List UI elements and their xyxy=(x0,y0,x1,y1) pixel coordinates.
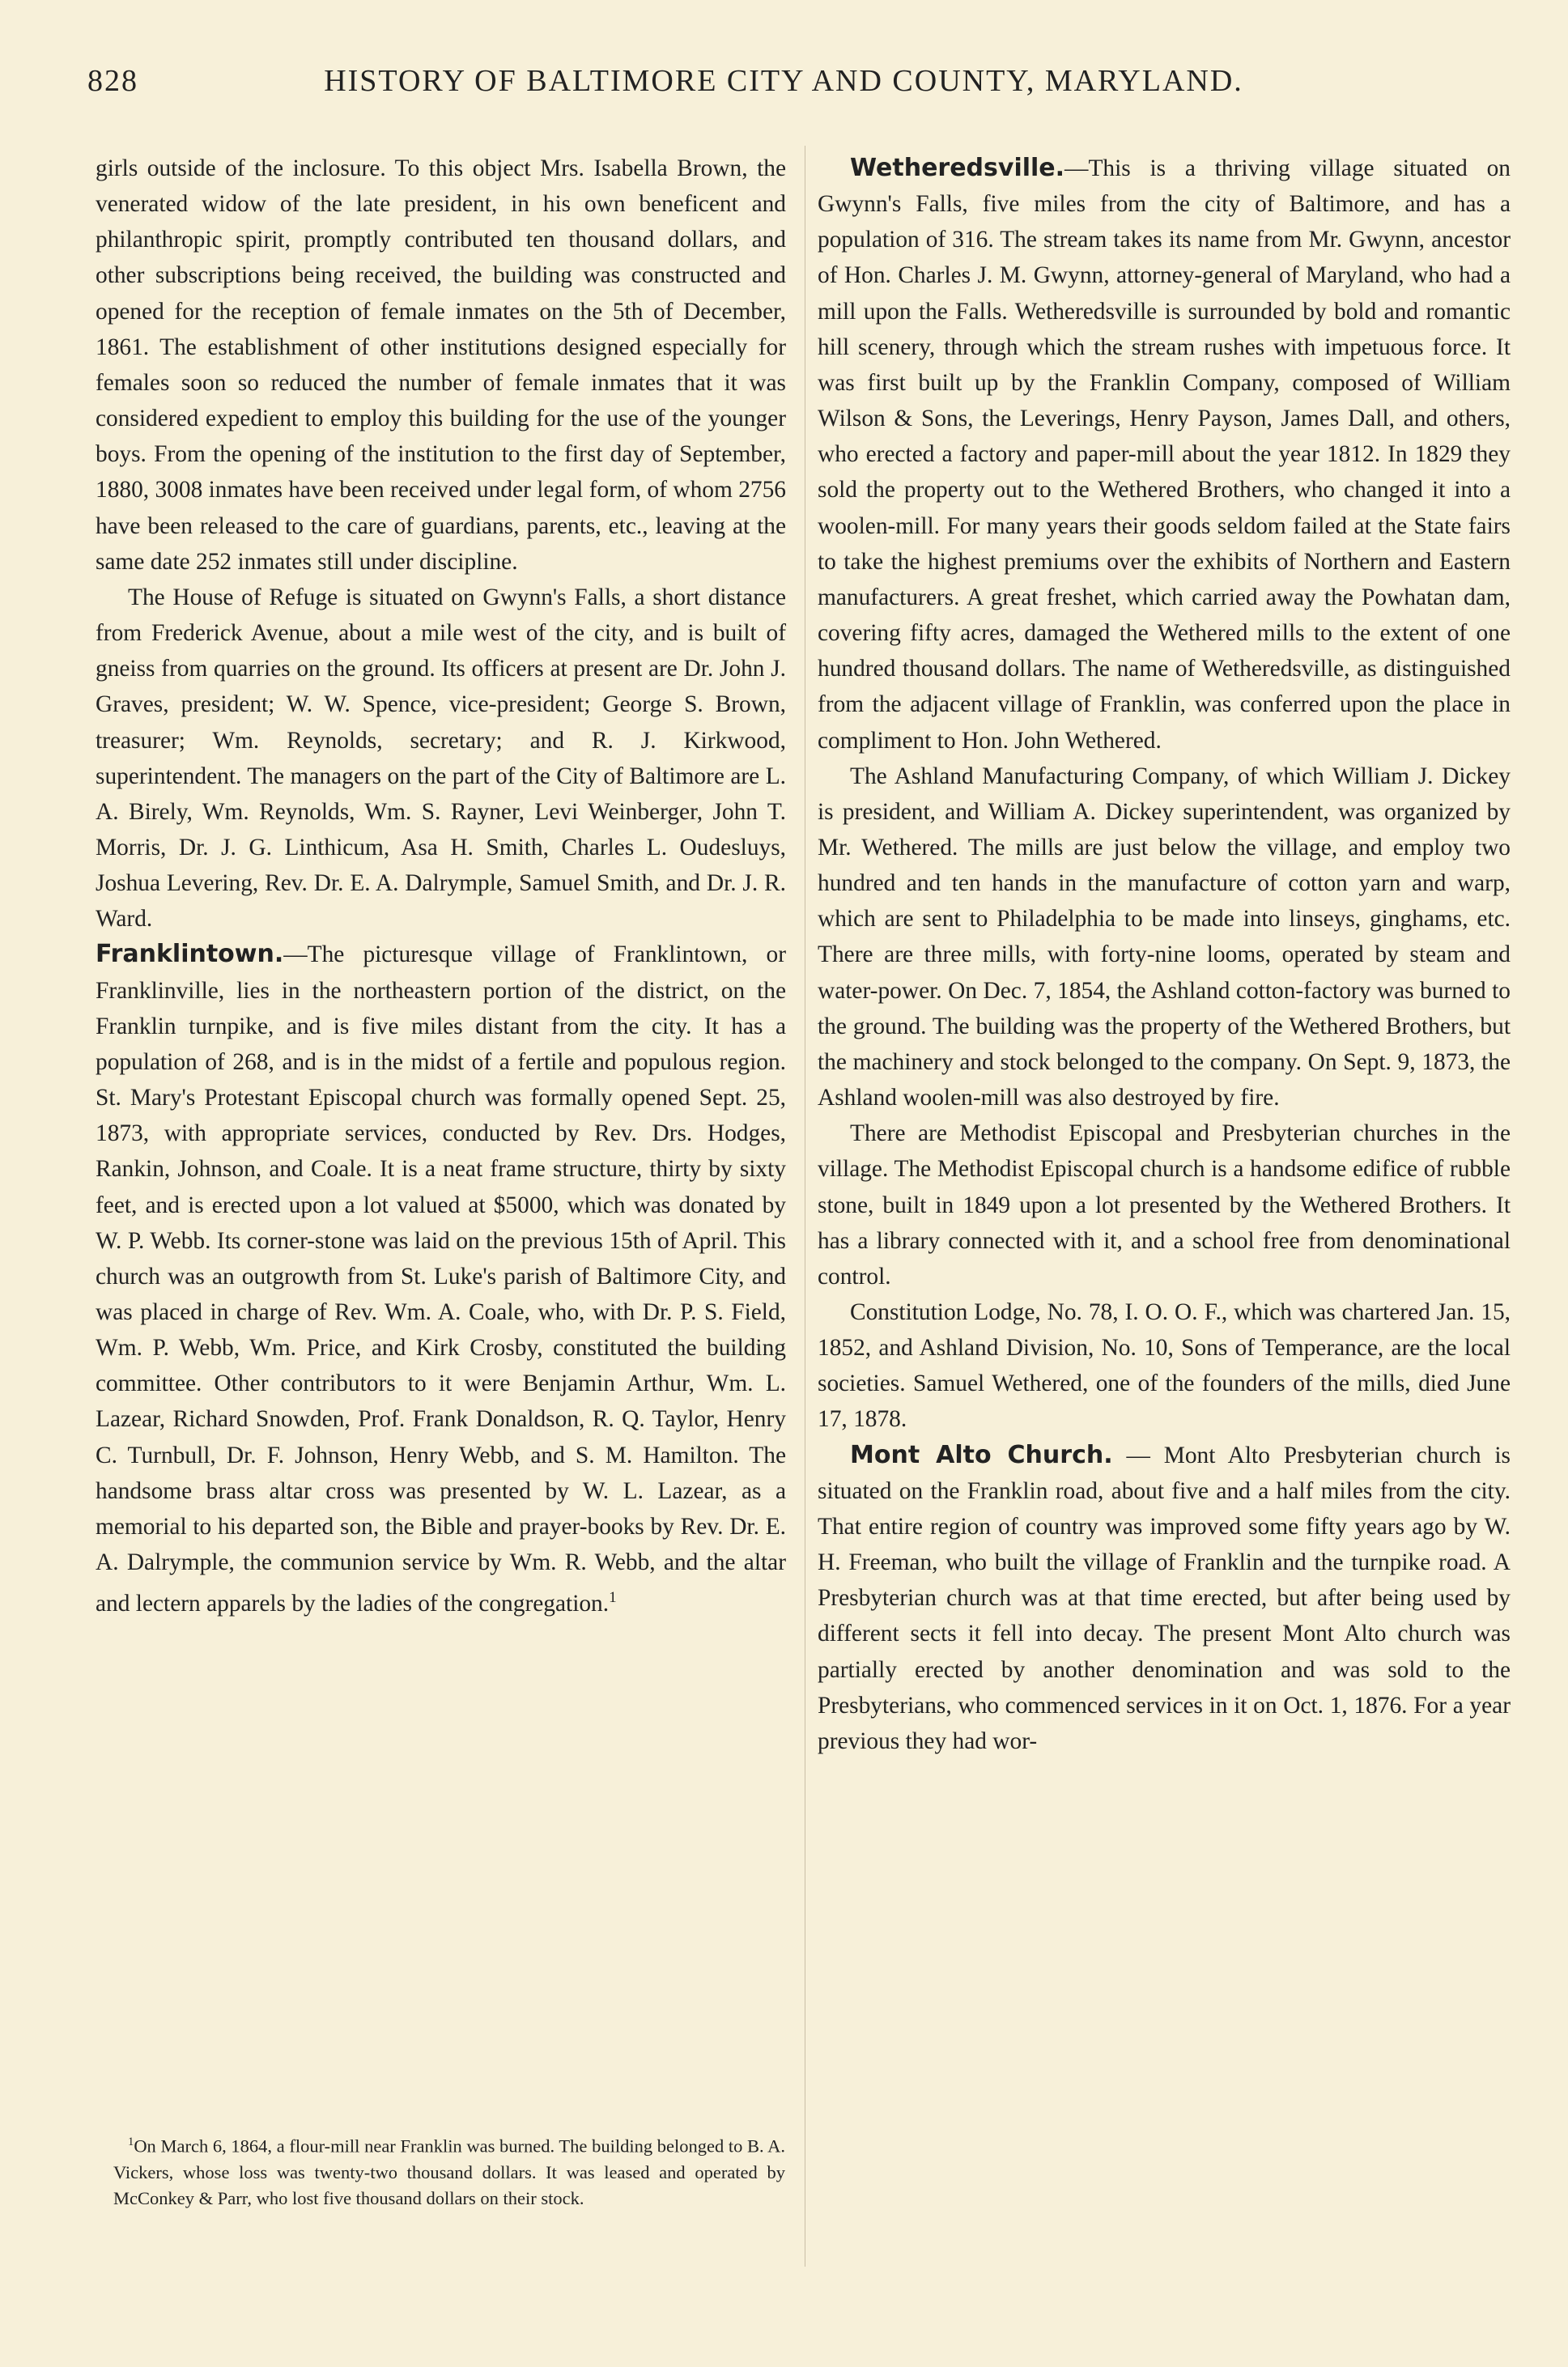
franklintown-heading: Franklintown. xyxy=(96,940,284,969)
page-header xyxy=(87,63,1480,112)
paragraph-franklintown xyxy=(96,937,786,1621)
paragraph-churches: There are Methodist Episcopal and Presbyterian churches in the village. The Methodist Episcopal church is a handsome edifice of rubble stone, built in 1849 upon a lot presented by the Wethered Brothers. It has a library connected with it, and a school free from denominational control. xyxy=(818,1120,1511,1290)
paragraph-house-of-refuge: The House of Refuge is situated on Gwynn's Falls, a short distance from Frederick Avenue, about a mile west of the city, and is built of gneiss from quarries on the ground. Its officers at present are Dr. John J. Graves, president; W. W. Spence, vice-president; George S. Brown, treasurer; Wm. Reynolds, secretary; and R. J. Kirkwood, superintendent. The managers on the part of the City of Baltimore are L. A. Birely, Wm. Reynolds, Wm. S. Rayner, Levi Weinberger, John T. Morris, Dr. J. G. Linthicum, Asa H. Smith, Charles L. Oudesluys, Joshua Levering, Rev. Dr. E. A. Dalrymple, Samuel Smith, and Dr. J. R. Ward. xyxy=(96,584,786,933)
mont-alto-heading: Mont Alto Church. xyxy=(850,1440,1113,1469)
footnote xyxy=(113,2129,785,2212)
page-number: 828 xyxy=(87,64,138,98)
franklintown-body: —The picturesque village of Franklintown, or Franklinville, lies in the northeastern portion of the district, on the Franklin turnpike, and is five miles distant from the city. It has a population of 268, and is in the midst of a fertile and populous region. St. Mary's Protestant Episcopal church was formally opened Sept. 25, 1873, with appropriate services, conducted by Rev. Drs. Hodges, Rankin, Johnson, and Coale. It is a neat frame structure, thirty by sixty feet, and is erected upon a lot valued at $5000, which was donated by W. P. Webb. Its corner-stone was laid on the previous 15th of April. This church was an outgrowth from St. Luke's parish of Baltimore City, and was placed in charge of Rev. Wm. A. Coale, who, with Dr. P. S. Field, Wm. P. Webb, Wm. Price, and Kirk Crosby, constituted the building committee. Other contributors to it were Benjamin Arthur, Wm. L. Lazear, Richard Snowden, Prof. Frank Donaldson, R. Q. Taylor, Henry C. Turnbull, Dr. F. Johnson, Henry Webb, and S. M. Hamilton. The handsome brass altar cross was presented by W. L. Lazear, as a memorial to his departed son, the Bible and prayer-books by Rev. Dr. E. A. Dalrymple, the communion service by Wm. R. Webb, and the altar and lectern apparels by the ladies of the congregation. xyxy=(96,941,786,1617)
paragraph-societies: Constitution Lodge, No. 78, I. O. O. F., which was chartered Jan. 15, 1852, and Ashland Division, No. 10, Sons of Temperance, are the local societies. Samuel Wethered, one of the founders of the mills, died June 17, 1878. xyxy=(818,1299,1511,1433)
wetheredsville-body: —This is a thriving village situated on Gwynn's Falls, five miles from the city of Baltimore, and has a population of 316. The stream takes its name from Mr. Gwynn, ancestor of Hon. Charles J. M. Gwynn, attorney-general of Maryland, who had a mill upon the Falls. Wetheredsville is surrounded by bold and romantic hill scenery, through which the stream rushes with impetuous force. It was first built up by the Franklin Company, composed of William Wilson & Sons, the Leverings, Henry Payson, James Dall, and others, who erected a factory and paper-mill about the year 1812. In 1829 they sold the property out to the Wethered Brothers, who changed it into a woolen-mill. For many years their goods seldom failed at the State fairs to take the highest premiums over the exhibits of Northern and Eastern manufacturers. A great freshet, which carried away the Powhatan dam, covering fifty acres, damaged the Wethered mills to the extent of one hundred thousand dollars. The name of Wetheredsville, as distinguished from the adjacent village of Franklin, was conferred upon the place in compliment to Hon. John Wethered. xyxy=(818,155,1511,754)
paragraph-ashland-company: The Ashland Manufacturing Company, of which William J. Dickey is president, and William A. Dickey superintendent, was organized by Mr. Wethered. The mills are just below the village, and employ two hundred and ten hands in the manufacture of cotton yarn and warp, which are sent to Philadelphia to be made into linseys, ginghams, etc. There are three mills, with forty-nine looms, operated by steam and water-power. On Dec. 7, 1854, the Ashland cotton-factory was burned to the ground. The building was the property of the Wethered Brothers, but the machinery and stock belonged to the company. On Sept. 9, 1873, the Ashland woolen-mill was also destroyed by fire. xyxy=(818,763,1511,1111)
left-column xyxy=(96,151,786,1621)
paragraph-wetheredsville xyxy=(818,151,1511,759)
footnote-text: On March 6, 1864, a flour-mill near Franklin was burned. The building belonged to B. A. Vickers, whose loss was twenty-two thousand dollars. It was leased and operated by McConkey & Parr, who lost five thousand dollars on their stock. xyxy=(113,2135,785,2208)
right-column xyxy=(818,151,1511,1759)
paragraph-mont-alto xyxy=(818,1438,1511,1759)
wetheredsville-heading: Wetheredsville. xyxy=(850,154,1065,182)
paragraph-girls-inclosure: girls outside of the inclosure. To this object Mrs. Isabella Brown, the venerated widow of the late president, in his own beneficent and philanthropic spirit, promptly contributed ten thousand dollars, and other subscriptions being received, the building was constructed and opened for the reception of female inmates on the 5th of December, 1861. The establishment of other institutions designed especially for females soon so reduced the number of female inmates that it was considered expedient to employ this building for the use of the younger boys. From the opening of the institution to the first day of September, 1880, 3008 inmates have been received under legal form, of whom 2756 have been released to the care of guardians, parents, etc., leaving at the same date 252 inmates still under discipline. xyxy=(96,155,786,575)
running-title: HISTORY OF BALTIMORE CITY AND COUNTY, MARYLAND. xyxy=(324,64,1243,98)
footnote-number: 1 xyxy=(128,2135,134,2148)
mont-alto-body: — Mont Alto Presbyterian church is situated on the Franklin road, about five and a half miles from the city. That entire region of country was improved some fifty years ago by W. H. Freeman, who built the village of Franklin and the turnpike road. A Presbyterian church was at that time erected, but after being used by different sects it fell into decay. The present Mont Alto church was partially erected by another denomination and was sold to the Presbyterians, who commenced services in it on Oct. 1, 1876. For a year previous they had wor- xyxy=(818,1442,1511,1754)
footnote-marker: 1 xyxy=(609,1589,617,1607)
